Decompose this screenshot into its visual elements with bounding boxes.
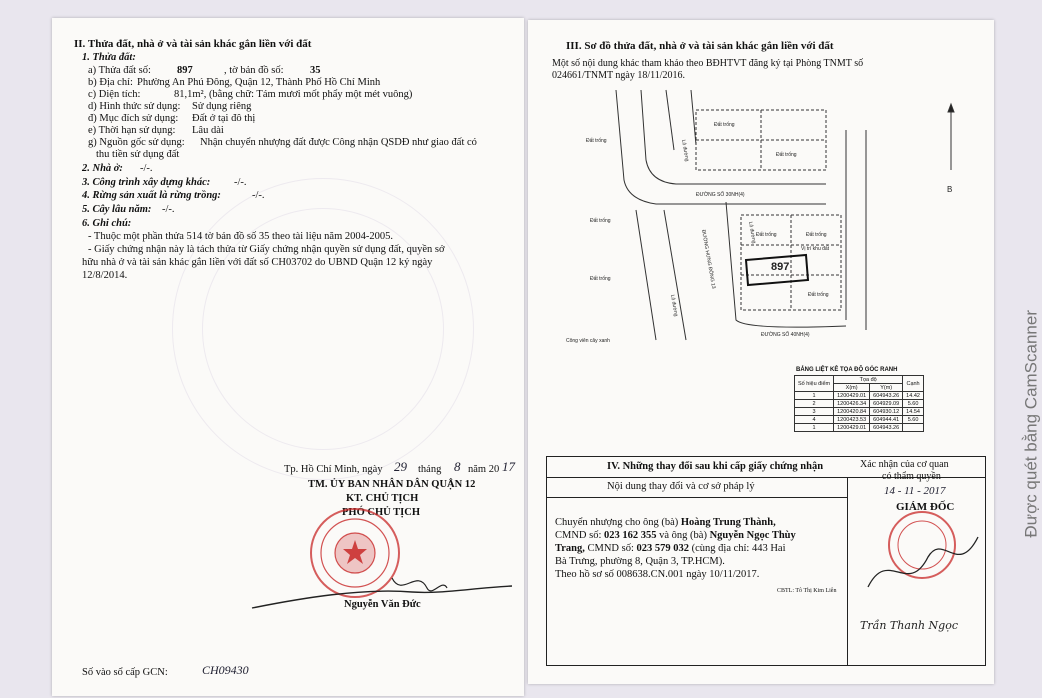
house-value: -/-. [140, 163, 153, 174]
coord-header-y: Y(m) [870, 384, 903, 392]
vacant-label-7: Đất trống [590, 218, 611, 224]
usage-origin-label: g) Nguồn gốc sử dụng: [88, 137, 185, 148]
issue-date-day: 29 [394, 459, 407, 474]
note-line-4: 12/8/2014. [82, 270, 128, 281]
issue-date-prefix: Tp. Hồ Chí Minh, ngày [284, 464, 383, 475]
coord-header-edge: Cạnh [903, 376, 924, 392]
change-line-2: CMND số: 023 162 355 và ông (bà) Nguyễn Ngọc Thùy [555, 530, 796, 541]
perennial-trees-value: -/-. [162, 204, 175, 215]
coord-header-point: Số hiệu điểm [795, 376, 834, 392]
change-line-4: Bà Trưng, phường 8, Quận 3, TP.HCM). [555, 556, 725, 567]
other-construction-heading: 3. Công trình xây dựng khác: [82, 177, 211, 188]
address-label: b) Địa chỉ: [88, 77, 133, 88]
location-marker-label: Vị trí khu đất [801, 246, 830, 252]
note-line-2: - Giấy chứng nhận này là tách thửa từ Giấy chứng nhận quyền sử dụng đất, quyền sở [88, 244, 445, 255]
usage-purpose-label: đ) Mục đích sử dụng: [88, 113, 179, 124]
usage-origin-value-2: thu tiền sử dụng đất [96, 149, 180, 160]
vacant-label-8: Đất trống [590, 276, 611, 282]
cert-header-line-2: có thẩm quyền [882, 471, 941, 482]
clerk-note: CBTL: Tô Thị Kim Liên [777, 588, 837, 594]
issue-date-year: 17 [502, 459, 515, 474]
cert-date: 14 - 11 - 2017 [884, 485, 946, 497]
address-value: Phường An Phú Đông, Quận 12, Thành Phố Hồ Chí Minh [137, 77, 381, 88]
area-value: 81,1m², (bằng chữ: Tám mươi mốt phẩy một mét vuông) [174, 89, 413, 100]
usage-term-value: Lâu dài [192, 125, 224, 136]
usage-term-label: e) Thời hạn sử dụng: [88, 125, 176, 136]
other-construction-value: -/-. [234, 177, 247, 188]
perennial-trees-heading: 5. Cây lâu năm: [82, 204, 152, 215]
vacant-label-4: Đất trống [756, 232, 777, 238]
road-label-2: ĐƯỜNG SỐ 40NH(4) [761, 332, 810, 338]
director-signature-icon [848, 517, 986, 607]
issue-date-month: 8 [454, 459, 461, 474]
usage-origin-value-1: Nhận chuyển nhượng đất được Công nhận QSDĐ như giao đất có [200, 137, 477, 148]
changes-box [546, 456, 986, 666]
section-title: II. Thửa đất, nhà ở và tài sản khác gắn liền với đất [74, 38, 312, 50]
planted-forest-heading: 4. Rừng sản xuất là rừng trồng: [82, 190, 221, 201]
house-heading: 2. Nhà ở: [82, 163, 123, 174]
change-line-3: Trang, CMND số: 023 579 032 (cùng địa chỉ: 443 Hai [555, 543, 786, 554]
area-label: c) Diện tích: [88, 89, 141, 100]
change-line-1: Chuyển nhượng cho ông (bà) Hoàng Trung Thành, [555, 517, 776, 528]
table-row: 1 1200429.01 604943.26 14.42 [795, 392, 924, 400]
map-intro-line-1: Một số nội dung khác tham khảo theo BĐHTVT đăng ký tại Phòng TNMT số [552, 58, 864, 69]
parcel-number-label: a) Thửa đất số: [88, 65, 151, 76]
vacant-label-5: Đất trống [806, 232, 827, 238]
scanner-watermark: Được quét bằng CamScanner [1022, 310, 1041, 538]
coord-header-coord: Tọa độ [834, 376, 903, 384]
gcn-register-label: Số vào sổ cấp GCN: [82, 667, 168, 678]
cert-header-line-1: Xác nhận của cơ quan [860, 459, 949, 470]
parcel-number-value: 897 [177, 65, 193, 76]
note-line-1: - Thuộc một phần thửa 514 tờ bản đồ số 35 theo tài liệu năm 2004-2005. [88, 231, 394, 242]
table-row: 2 1200426.34 604929.09 5.60 [795, 400, 924, 408]
issue-date-year-label: năm 20 [468, 464, 500, 475]
road-label-3: ĐƯỜNG HƯNG ĐÔNG 13 [700, 229, 717, 290]
table-row: 4 1200423.53 604944.41 5.60 [795, 416, 924, 424]
parcel-number-label: 897 [771, 261, 790, 273]
land-parcel-heading: 1. Thửa đất: [82, 52, 136, 63]
issue-date-month-label: tháng [418, 464, 442, 475]
note-line-3: hữu nhà ở và tài sản khác gắn liền với đất số CH03702 do UBND Quận 12 ký ngày [82, 257, 433, 268]
vacant-label-2: Đất trống [714, 122, 735, 128]
certificate-right-page [528, 20, 994, 684]
signer-name: Nguyễn Văn Đức [344, 599, 421, 610]
table-row: 3 1200420.84 604930.12 14.54 [795, 408, 924, 416]
road-label-4: Lô đường [680, 139, 690, 162]
vacant-label-6: Đất trống [808, 292, 829, 298]
director-name: Trần Thanh Ngọc [860, 619, 959, 632]
coord-table-title: BẢNG LIỆT KÊ TỌA ĐỘ GÓC RANH [796, 367, 898, 373]
parcel-map [546, 90, 966, 360]
map-sheet-value: 35 [310, 65, 321, 76]
road-label-1: ĐƯỜNG SỐ 30NH(4) [696, 192, 745, 198]
road-label-5: Lô đường [669, 294, 679, 317]
changes-box-title: IV. Những thay đổi sau khi cấp giấy chứng nhận [607, 461, 824, 472]
issuing-authority: TM. ỦY BAN NHÂN DÂN QUẬN 12 [308, 479, 476, 490]
certificate-left-page [52, 18, 524, 696]
changes-cert-column [847, 459, 986, 665]
signer-role: PHÓ CHỦ TỊCH [342, 507, 420, 518]
usage-form-label: d) Hình thức sử dụng: [88, 101, 181, 112]
signer-title-kt: KT. CHỦ TỊCH [346, 493, 419, 504]
road-label-6: Lô đường [747, 221, 757, 244]
notes-heading: 6. Ghi chú: [82, 218, 132, 229]
changes-content-header [547, 477, 848, 498]
vacant-label-1: Đất trống [586, 138, 607, 144]
usage-purpose-value: Đất ở tại đô thị [192, 113, 256, 124]
director-title: GIÁM ĐỐC [896, 501, 955, 513]
gcn-register-value: CH09430 [202, 663, 249, 677]
change-line-5: Theo hồ sơ số 008638.CN.001 ngày 10/11/2017. [555, 569, 760, 580]
table-row: 1 1200429.01 604943.26 [795, 424, 924, 432]
usage-form-value: Sử dụng riêng [192, 101, 252, 112]
north-arrow-label: B [947, 185, 953, 194]
park-label: Công viên cây xanh [566, 338, 610, 344]
planted-forest-value: -/-. [252, 190, 265, 201]
map-sheet-label: , tờ bản đồ số: [224, 65, 284, 76]
map-section-title: III. Sơ đồ thửa đất, nhà ở và tài sản khác gắn liền với đất [566, 40, 834, 52]
changes-content-label: Nội dung thay đổi và cơ sở pháp lý [607, 481, 755, 492]
map-intro-line-2: 024661/TNMT ngày 18/11/2016. [552, 70, 686, 81]
vacant-label-3: Đất trống [776, 152, 797, 158]
coord-header-x: X(m) [834, 384, 870, 392]
coordinate-table [794, 375, 924, 432]
